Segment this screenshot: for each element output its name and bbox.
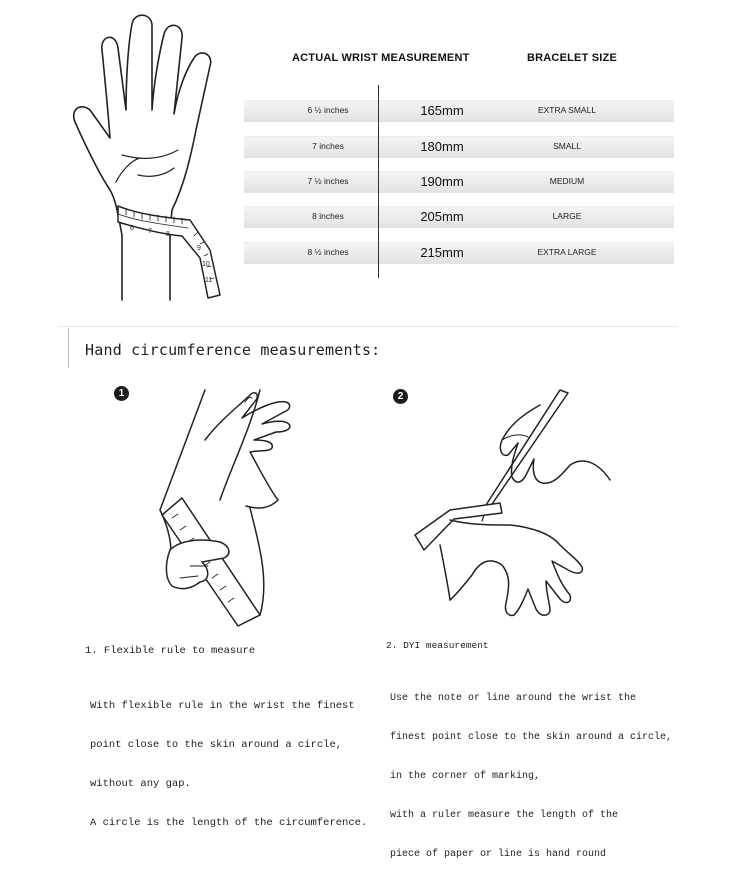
tape-mark: 6 bbox=[130, 225, 134, 232]
inches-cell: 8 inches bbox=[312, 211, 344, 221]
col-header-size: BRACELET SIZE bbox=[527, 52, 617, 64]
description-line: piece of paper or line is hand round bbox=[390, 849, 607, 860]
tape-mark: 8 bbox=[166, 231, 170, 238]
description-line: without any gap. bbox=[90, 778, 191, 790]
inches-cell: 8 ½ inches bbox=[307, 247, 349, 257]
step-1-label: 1. Flexible rule to measure bbox=[85, 645, 256, 657]
size-row bbox=[244, 206, 674, 228]
step-1-description bbox=[90, 674, 367, 843]
mm-cell: 180mm bbox=[420, 139, 464, 154]
description-line: A circle is the length of the circumference. bbox=[90, 817, 368, 829]
description-line: point close to the skin around a circle, bbox=[90, 739, 343, 751]
section-title: Hand circumference measurements: bbox=[85, 341, 381, 359]
description-line: with a ruler measure the length of the bbox=[390, 810, 619, 821]
step-2-label: 2. DYI measurement bbox=[386, 640, 489, 651]
inches-cell: 7 ½ inches bbox=[307, 176, 349, 186]
description-line: in the corner of marking, bbox=[390, 771, 541, 782]
tape-mark: 7 bbox=[148, 228, 152, 235]
size-cell: EXTRA SMALL bbox=[537, 105, 597, 115]
description-line: Use the note or line around the wrist the bbox=[390, 693, 637, 704]
step-2-badge: 2 bbox=[393, 389, 408, 404]
tape-mark: 10 bbox=[202, 261, 210, 268]
section-rule bbox=[58, 326, 678, 327]
mm-cell: 205mm bbox=[420, 209, 464, 224]
mm-cell: 215mm bbox=[420, 245, 464, 260]
size-row bbox=[244, 242, 674, 264]
inches-cell: 6 ½ inches bbox=[307, 105, 349, 115]
step-2-description bbox=[390, 666, 672, 874]
size-row bbox=[244, 171, 674, 193]
mm-cell: 165mm bbox=[420, 103, 464, 118]
step-1-badge: 1 bbox=[114, 386, 129, 401]
tape-mark: 9 bbox=[197, 245, 201, 252]
size-cell: SMALL bbox=[553, 141, 581, 151]
tape-mark: 11 bbox=[205, 277, 213, 284]
hand-wrist-illustration bbox=[60, 10, 240, 310]
size-cell: EXTRA LARGE bbox=[537, 247, 597, 257]
section-accent-line bbox=[68, 328, 69, 368]
dyi-measurement-illustration bbox=[410, 385, 640, 625]
flexible-rule-illustration bbox=[150, 390, 350, 630]
col-header-wrist: ACTUAL WRIST MEASUREMENT bbox=[292, 52, 470, 64]
inches-cell: 7 inches bbox=[312, 141, 344, 151]
description-line: With flexible rule in the wrist the finest bbox=[90, 700, 355, 712]
size-row bbox=[244, 100, 674, 122]
mm-cell: 190mm bbox=[420, 174, 464, 189]
description-line: finest point close to the skin around a circle, bbox=[390, 732, 673, 743]
size-cell: MEDIUM bbox=[549, 176, 585, 186]
size-row bbox=[244, 136, 674, 158]
column-divider bbox=[378, 85, 379, 278]
size-cell: LARGE bbox=[552, 211, 582, 221]
